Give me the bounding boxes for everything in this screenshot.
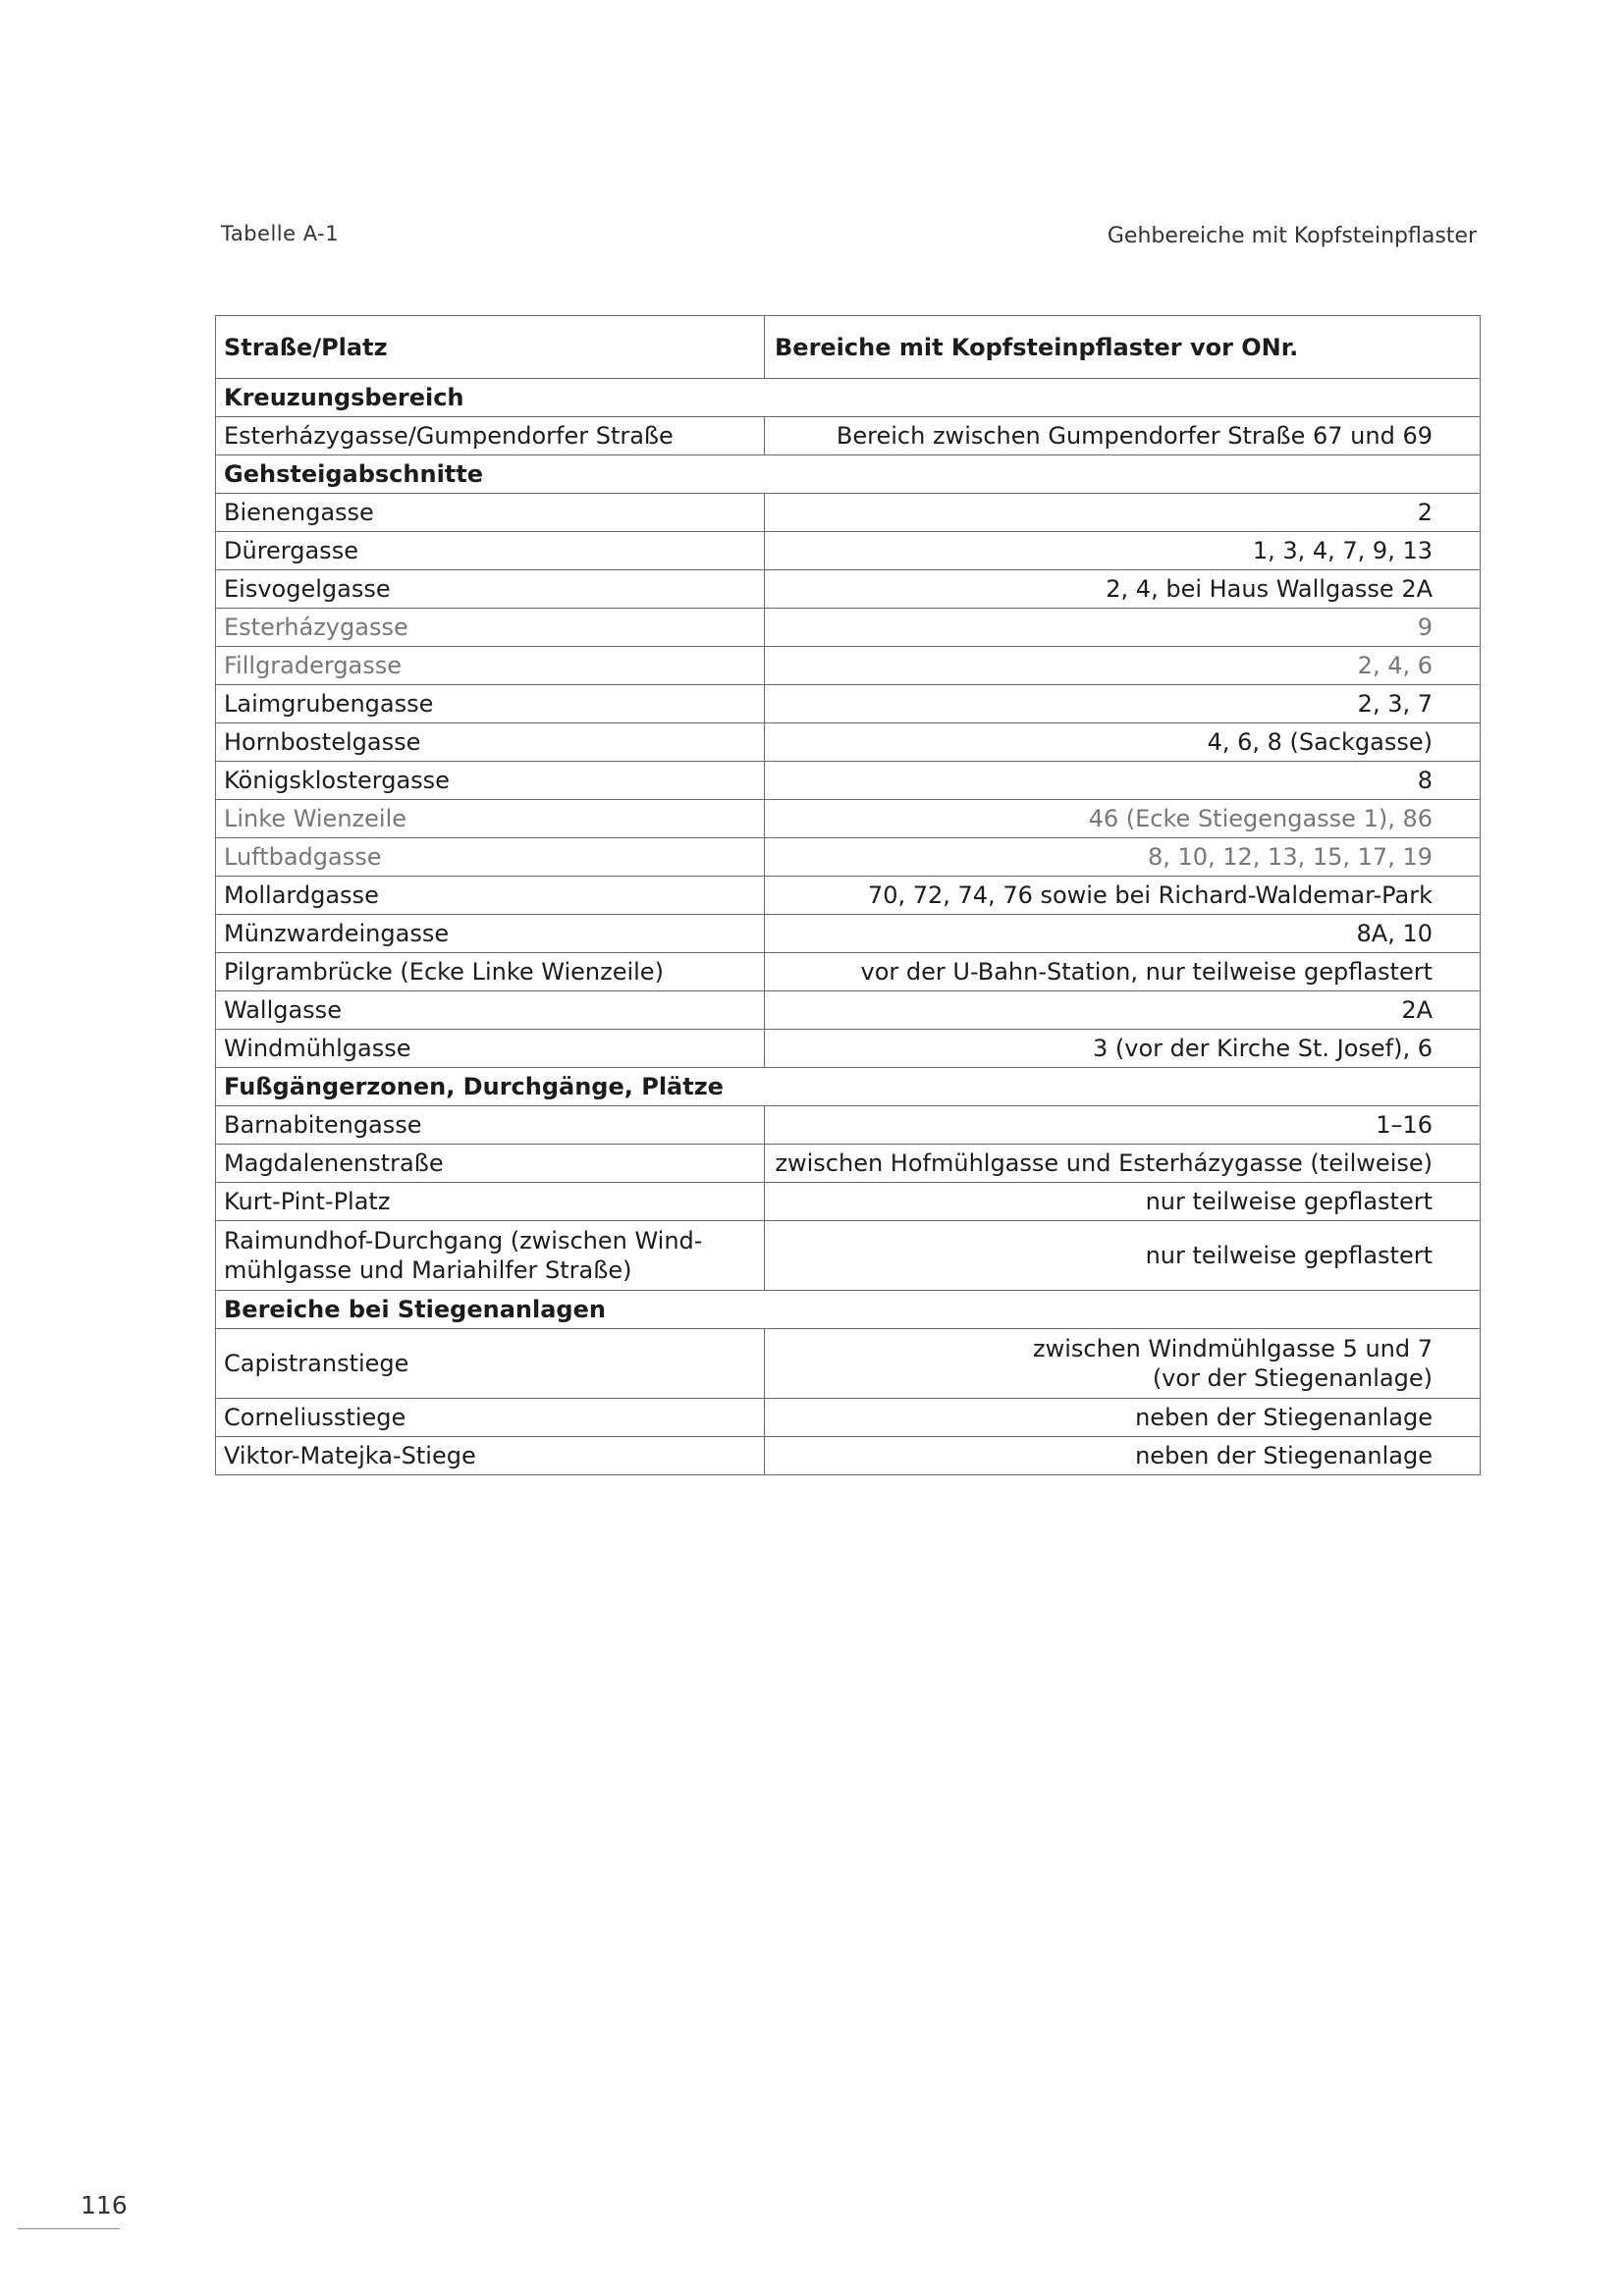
area-value: nur teilweise gepflastert xyxy=(765,1183,1481,1221)
street-name: Luftbadgasse xyxy=(216,838,765,877)
table-row xyxy=(216,1329,1481,1399)
street-name: Esterházygasse/Gumpendorfer Straße xyxy=(216,417,765,455)
table-title: Gehbereiche mit Kopfsteinpflaster xyxy=(1107,224,1477,248)
street-name: Esterházygasse xyxy=(216,609,765,647)
street-name: Linke Wienzeile xyxy=(216,800,765,838)
street-name: Mollardgasse xyxy=(216,877,765,915)
area-value xyxy=(765,1329,1481,1399)
street-name: Windmühlgasse xyxy=(216,1030,765,1068)
table-row xyxy=(216,1399,1481,1437)
street-name: Münzwardeingasse xyxy=(216,915,765,953)
table-row xyxy=(216,877,1481,915)
area-value: vor der U-Bahn-Station, nur teilweise gepflastert xyxy=(765,953,1481,991)
column-header-street: Straße/Platz xyxy=(216,316,765,379)
table-header-row xyxy=(216,316,1481,379)
area-value: 8 xyxy=(765,762,1481,800)
section-header: Bereiche bei Stiegenanlagen xyxy=(216,1291,1481,1329)
area-value: 1, 3, 4, 7, 9, 13 xyxy=(765,532,1481,570)
area-value: 70, 72, 74, 76 sowie bei Richard-Waldemar-Park xyxy=(765,877,1481,915)
area-value: nur teilweise gepflastert xyxy=(765,1221,1481,1291)
area-value: Bereich zwischen Gumpendorfer Straße 67 und 69 xyxy=(765,417,1481,455)
area-value: 2, 3, 7 xyxy=(765,685,1481,723)
street-name-line: mühlgasse und Mariahilfer Straße) xyxy=(224,1256,632,1284)
table-row xyxy=(216,685,1481,723)
area-value: 46 (Ecke Stiegengasse 1), 86 xyxy=(765,800,1481,838)
table-row xyxy=(216,1145,1481,1183)
section-header: Kreuzungsbereich xyxy=(216,379,1481,417)
area-value: neben der Stiegenanlage xyxy=(765,1399,1481,1437)
area-value: 9 xyxy=(765,609,1481,647)
area-value: 2, 4, bei Haus Wallgasse 2A xyxy=(765,570,1481,609)
table-row xyxy=(216,991,1481,1030)
section-header: Gehsteigabschnitte xyxy=(216,455,1481,494)
area-value: 2A xyxy=(765,991,1481,1030)
table-row xyxy=(216,1437,1481,1475)
table-row xyxy=(216,838,1481,877)
area-value: 2, 4, 6 xyxy=(765,647,1481,685)
street-name-line: Raimundhof-Durchgang (zwischen Wind- xyxy=(224,1227,703,1255)
table-row xyxy=(216,1030,1481,1068)
table-row xyxy=(216,1221,1481,1291)
table-row xyxy=(216,1106,1481,1145)
table-row xyxy=(216,570,1481,609)
table-row xyxy=(216,494,1481,532)
table-row xyxy=(216,915,1481,953)
street-name: Wallgasse xyxy=(216,991,765,1030)
table-row xyxy=(216,800,1481,838)
page-number-rule xyxy=(18,2228,120,2229)
table-row xyxy=(216,723,1481,762)
street-name: Fillgradergasse xyxy=(216,647,765,685)
table-row xyxy=(216,609,1481,647)
street-name: Corneliusstiege xyxy=(216,1399,765,1437)
street-name: Barnabitengasse xyxy=(216,1106,765,1145)
area-value: neben der Stiegenanlage xyxy=(765,1437,1481,1475)
area-value: 4, 6, 8 (Sackgasse) xyxy=(765,723,1481,762)
section-header: Fußgängerzonen, Durchgänge, Plätze xyxy=(216,1068,1481,1106)
area-value-line: (vor der Stiegenanlage) xyxy=(1152,1364,1433,1392)
street-name xyxy=(216,1221,765,1291)
area-value: 8, 10, 12, 13, 15, 17, 19 xyxy=(765,838,1481,877)
street-name: Magdalenenstraße xyxy=(216,1145,765,1183)
street-name: Laimgrubengasse xyxy=(216,685,765,723)
cobblestone-table xyxy=(215,315,1481,1475)
area-value: 3 (vor der Kirche St. Josef), 6 xyxy=(765,1030,1481,1068)
area-value: zwischen Hofmühlgasse und Esterházygasse (teilweise) xyxy=(765,1145,1481,1183)
street-name: Königsklostergasse xyxy=(216,762,765,800)
street-name: Hornbostelgasse xyxy=(216,723,765,762)
area-value: 8A, 10 xyxy=(765,915,1481,953)
area-value: 1–16 xyxy=(765,1106,1481,1145)
street-name: Pilgrambrücke (Ecke Linke Wienzeile) xyxy=(216,953,765,991)
table-row xyxy=(216,647,1481,685)
column-header-areas: Bereiche mit Kopfsteinpflaster vor ONr. xyxy=(765,316,1481,379)
street-name: Bienengasse xyxy=(216,494,765,532)
page-number: 116 xyxy=(81,2191,128,2219)
street-name: Capistranstiege xyxy=(216,1329,765,1399)
street-name: Viktor-Matejka-Stiege xyxy=(216,1437,765,1475)
street-name: Kurt-Pint-Platz xyxy=(216,1183,765,1221)
table-label: Tabelle A-1 xyxy=(221,222,340,245)
street-name: Eisvogelgasse xyxy=(216,570,765,609)
table-row xyxy=(216,1183,1481,1221)
table-row xyxy=(216,953,1481,991)
table-row xyxy=(216,532,1481,570)
area-value-line: zwischen Windmühlgasse 5 und 7 xyxy=(1033,1335,1433,1362)
table-row xyxy=(216,762,1481,800)
table-row xyxy=(216,417,1481,455)
street-name: Dürergasse xyxy=(216,532,765,570)
area-value: 2 xyxy=(765,494,1481,532)
